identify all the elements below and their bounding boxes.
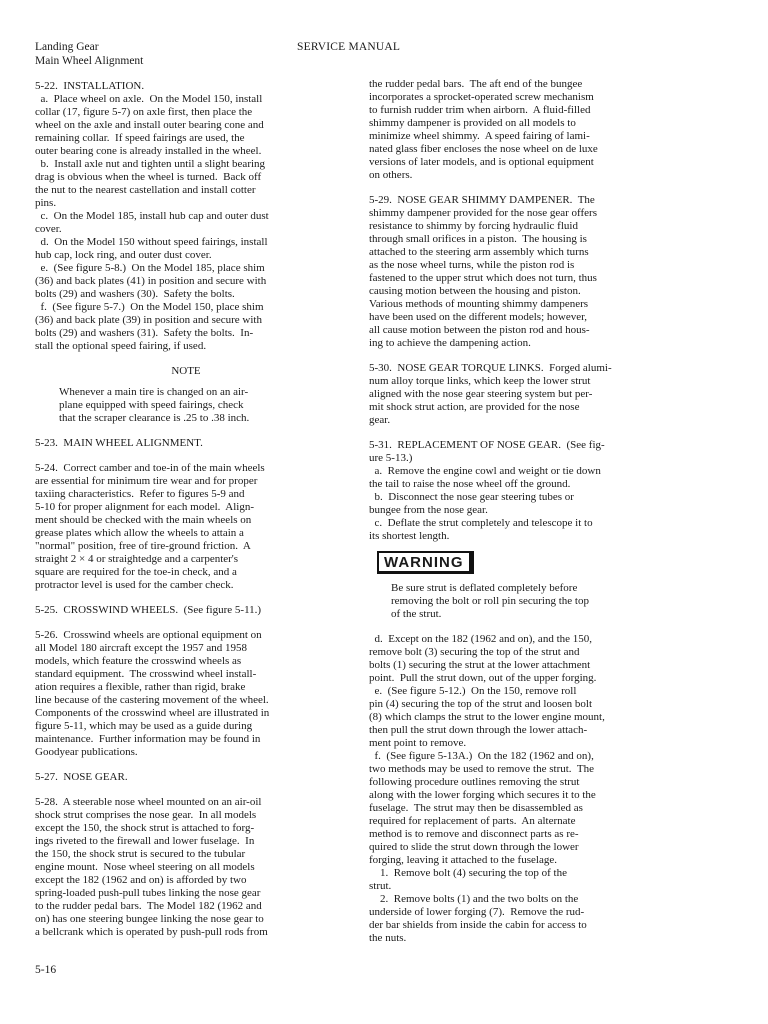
section-5-23-heading: 5-23. MAIN WHEEL ALIGNMENT. xyxy=(35,437,203,449)
section-5-30-torque-links: 5-30. NOSE GEAR TORQUE LINKS. Forged alumi- num alloy torque links, which keep the lower strut aligned with the nose gear steering system but per- mit shock strut action, are provided for the nose gear. xyxy=(369,362,612,426)
header-chapter: Landing Gear xyxy=(35,41,99,53)
section-5-22-installation: 5-22. INSTALLATION. a. Place wheel on axle. On the Model 150, install collar (17, figure 5-7) on axle first, then place the wheel on the axle and install outer bearing cone and remaining collar. If speed fairings are used, the outer bearing cone is already installed in the wheel. b. Install axle nut and tighten until a slight bearing drag is obvious when the wheel is turned. Back off the nut to the nearest castellation and install cotter pins. c. On the Model 185, install hub cap and outer dust cover. d. On the Model 150 without speed fairings, install hub cap, lock ring, and outer dust cover. e. (See figure 5-8.) On the Model 185, place shim (36) and back plates (41) in position and secure with bolts (29) and washers (30). Safety the bolts. f. (See figure 5-7.) On the Model 150, place shim (36) and back plate (39) in position and secure with bolts (29) and washers (31). Safety the bolts. In- stall the optional speed fairing, if used. xyxy=(35,80,269,352)
left-column xyxy=(35,80,337,939)
running-header-section xyxy=(35,40,143,68)
note-heading: NOTE xyxy=(171,365,201,377)
warning-body: Be sure strut is deflated completely before removing the bolt or roll pin securing the top of the strut. xyxy=(391,582,589,620)
warning-label: WARNING xyxy=(377,551,474,574)
section-5-26-paragraph: 5-26. Crosswind wheels are optional equipment on all Model 180 aircraft except the 1957 and 1958 models, which feature the crosswind wheels as standard equipment. The crosswind wheel install- ation requires a flexible, rather than rigid, brake line because of the castering movement of the wheel. Components of the crosswind wheel are illustrated in figure 5-11, which may be used as a guide during maintenance. Further information may be found in Goodyear publications. xyxy=(35,629,270,758)
note-body: Whenever a main tire is changed on an air- plane equipped with speed fairings, check that the scraper clearance is .25 to .38 inch. xyxy=(59,386,250,424)
section-5-28-paragraph: 5-28. A steerable nose wheel mounted on an air-oil shock strut comprises the nose gear. In all models except the 150, the shock strut is attached to forg- ings riveted to the firewall and lower fuselage. In the 150, the shock strut is secured to the tubular engine mount. Nose wheel steering on all models except the 182 (1962 and on) is afforded by two spring-loaded push-pull tubes linking the nose gear to the rudder pedal bars. The Model 182 (1962 and on) has one steering bungee linking the nose gear to a bellcrank which is operated by push-pull rods from xyxy=(35,796,268,938)
section-5-24-paragraph: 5-24. Correct camber and toe-in of the main wheels are essential for minimum tire wear and for proper taxiing characteristics. Refer to figures 5-9 and 5-10 for proper alignment for each model. Align- ment should be checked with the main wheels on grease plates which allow the wheels to attain a "normal" position, free of tire-ground friction. A straight 2 × 4 or straightedge and a carpenter's square are required for the toe-in check, and a protractor level is used for the camber check. xyxy=(35,462,265,591)
section-5-31-replacement: 5-31. REPLACEMENT OF NOSE GEAR. (See fig- ure 5-13.) a. Remove the engine cowl and weight or tie down the tail to raise the nose wheel off the ground. b. Disconnect the nose gear steering tubes or bungee from the nose gear. c. Deflate the strut completely and telescope it to its shortest length. xyxy=(369,439,605,542)
section-5-25-heading: 5-25. CROSSWIND WHEELS. (See figure 5-11.) xyxy=(35,604,262,616)
header-manual-title: SERVICE MANUAL xyxy=(297,41,401,53)
right-column xyxy=(369,78,671,945)
page-number: 5-16 xyxy=(35,964,57,976)
section-5-27-heading: 5-27. NOSE GEAR. xyxy=(35,771,128,783)
steps-d-through-f: d. Except on the 182 (1962 and on), and the 150, remove bolt (3) securing the top of the strut and bolts (1) securing the strut at the lower attachment point. Pull the strut down, out of the upper forging. e. (See figure 5-12.) On the 150, remove roll pin (4) securing the top of the strut and loosen bolt (8) which clamps the strut to the lower engine mount, then pull the strut down through the lower attach- ment point to remove. f. (See figure 5-13A.) On the 182 (1962 and on), two methods may be used to remove the strut. The following procedure outlines removing the strut along with the lower forging which secures it to the fuselage. The strut may then be disassembled as required for replacement of parts. An alternate method is to remove and disconnect parts as re- quired to slide the strut down through the lower forging, leaving it attached to the fuselage. 1. Remove bolt (4) securing the top of the strut. 2. Remove bolts (1) and the two bolts on the underside of lower forging (7). Remove the rud- der bar shields from inside the cabin for access to the nuts. xyxy=(369,633,605,944)
header-subtopic: Main Wheel Alignment xyxy=(35,55,144,67)
continued-paragraph: the rudder pedal bars. The aft end of the bungee incorporates a sprocket-operated screw mechanism to furnish rudder trim when airborn. A fluid-filled shimmy dampener is provided on all models to minimize wheel shimmy. A speed fairing of lami- nated glass fiber encloses the nose wheel on de luxe versions of later models, and is optional equipment on others. xyxy=(369,78,598,181)
section-5-29-shimmy-dampener: 5-29. NOSE GEAR SHIMMY DAMPENER. The shimmy dampener provided for the nose gear offers resistance to shimmy by forcing hydraulic fluid through small orifices in a piston. The housing is attached to the steering arm assembly which turns as the nose wheel turns, while the piston rod is fastened to the upper strut which does not turn, thus causing motion between the housing and piston. Various methods of mounting shimmy dampeners have been used on the different models; however, all cause motion between the piston rod and hous- ing to achieve the dampening action. xyxy=(369,194,597,349)
